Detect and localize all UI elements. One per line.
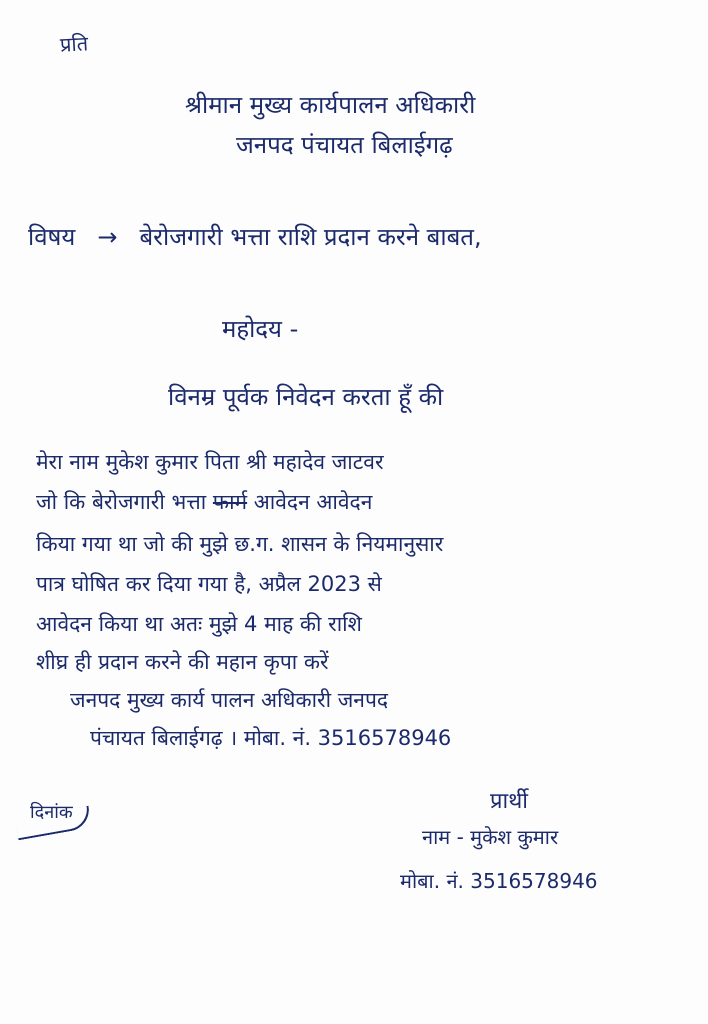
greeting: महोदय - [222, 315, 299, 343]
subject-arrow-icon: → [97, 223, 118, 251]
body-line: किया गया था जो की मुझे छ.ग. शासन के नियमानुसार [36, 532, 444, 556]
body-line: जनपद मुख्य कार्य पालन अधिकारी जनपद [70, 688, 389, 712]
subject-text: बेरोजगारी भत्ता राशि प्रदान करने बाबत, [139, 223, 482, 251]
body-line: मेरा नाम मुकेश कुमार पिता श्री महादेव जाटवर [36, 450, 384, 474]
recipient-line-1: श्रीमान मुख्य कार्यपालन अधिकारी [185, 91, 476, 119]
subject-row [28, 220, 482, 253]
intro-line: विनम्र पूर्वक निवेदन करता हूँ की [168, 383, 444, 411]
date-label: दिनांक [30, 802, 73, 823]
body-line: आवेदन किया था अतः मुझे 4 माह की राशि [36, 612, 362, 636]
struck-word: फार्म [212, 490, 248, 514]
subject-label: विषय [28, 223, 76, 251]
signature-mobile: मोबा. नं. 3516578946 [400, 869, 598, 893]
body-line [36, 488, 372, 516]
recipient-line-2: जनपद पंचायत बिलाईगढ़ [236, 131, 453, 159]
body-line: शीघ्र ही प्रदान करने की महान कृपा करें [36, 650, 329, 674]
signature-name: नाम - मुकेश कुमार [422, 825, 559, 849]
body-line: पंचायत बिलाईगढ़ । मोबा. नं. 3516578946 [90, 726, 452, 750]
date-field [20, 790, 91, 834]
signature-label: प्रार्थी [490, 789, 528, 814]
body-line-text: जो कि बेरोजगारी भत्ता फार्म आवेदन आवेदन [36, 490, 373, 514]
body-line: पात्र घोषित कर दिया गया है, अप्रैल 2023 से [36, 572, 382, 596]
salutation-to: प्रति [59, 31, 89, 57]
